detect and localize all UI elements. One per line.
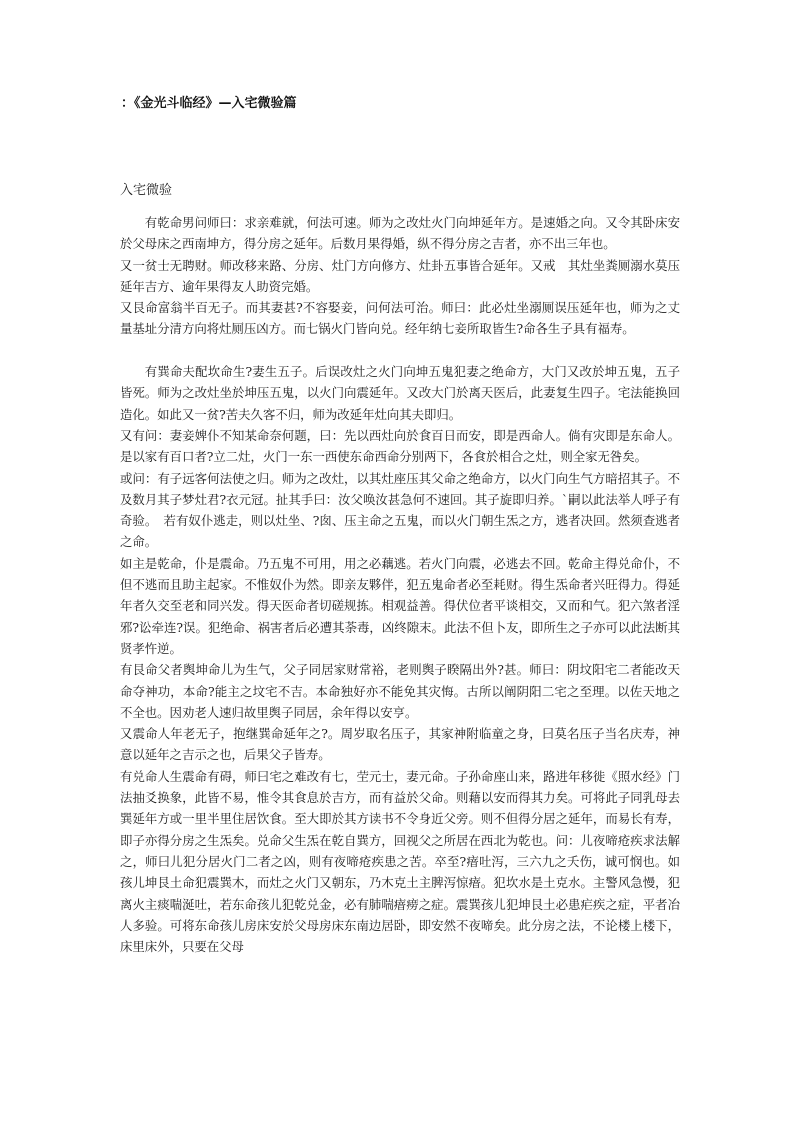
paragraph: 又有问：妻妾婢仆不知某命奈何题，曰：先以西灶向於食百日而安，即是西命人。倘有灾即是东命人。是以家有百口者?立二灶，火门一东一西使东命西命分别两下，各食於相合之灶，则全家无咎矣。 <box>120 427 680 465</box>
paragraph-spacer <box>120 340 680 361</box>
paragraph: 又艮命富翁半百无子。而其妻甚?不容娶妾，问何法可治。师曰：此必灶坐溺厕误压延年也，师为之丈量基址分清方向将灶厕压凶方。而七锅火门皆向兑。经年纳七妾所取皆生?命各生子具有福寿。 <box>120 300 680 337</box>
paragraph: 有兑命人生震命有碍，师曰宅之难改有七，茔元士，妻元命。子孙命座山来，路进年移徙《照水经》门法抽爻换象，此皆不易，惟令其食息於吉方，而有益於父命。则藉以安而得其力矣。可将此子同乳母去巽延年方或一里半里住居饮食。至大即於其方读书不令身近父旁。则不但得分居之延年，而易长有寿，即子亦得分房之生炁矣。兑命父生炁在乾自巽方，回视父之所居在西北为乾也。问：儿夜啼疮疾求法解之，师曰儿犯分居火门二者之凶，则有夜啼疮疾患之苦。卒至?瘖吐泻，三六九之夭伤，诚可悯也。如孩儿坤艮土命犯震巽木，而灶之火门又朝东，乃木克土主脾泻惊瘖。犯坎水是土克水。主警风急慢，犯离火主痰喘涎吐，若东命孩儿犯乾兑金，必有肺喘瘖痨之症。震巽孩儿犯坤艮土必患疟疾之症，平者冶人多验。可将东命孩儿房床安於父母房床东南边居卧，即安然不夜啼矣。此分房之法，不论楼上楼下，床里床外，只要在父母 <box>120 768 680 955</box>
paragraph: 有艮命父者舆坤命儿为生气，父子同居家财常裕，老则舆子睽隔出外?甚。师曰：阴坟阳宅二者能改天命夺神功，本命?能主之坟宅不吉。本命独好亦不能免其灾悔。古所以阐阴阳二宅之至理。以佐天地之不全也。因劝老人速归故里舆子同居，余年得以安亨。 <box>120 662 680 720</box>
paragraph: 有乾命男问师曰：求亲难就，何法可速。师为之改灶火门向坤延年方。是速婚之向。又令其卧床安於父母床之西南坤方，得分房之延年。后数月果得婚，纵不得分房之吉者，亦不出三年也。 <box>120 215 680 252</box>
paragraph: 又震命人年老无子，抱继巽命延年之?。周岁取名压子，其家神附临童之身，曰莫名压子当名庆寿，神意以延年之吉示之也，后果父子皆寿。 <box>120 726 680 763</box>
paragraph: 如主是乾命，仆是震命。乃五鬼不可用，用之必藕逃。若火门向震，必逃去不回。乾命主得兑命仆，不但不逃而且助主起家。不惟奴仆为然。即亲友夥伴，犯五鬼命者必至耗财。得生炁命者兴旺得力。得延年者久交至老和同兴发。得天医命者切磋规拣。相观益善。得伏位者平谈相交，又而和气。犯六煞者淫邪?讼牵连?误。犯绝命、祸害者后必遭其荼毒，凶终隙末。此法不但卜友，即所生之子亦可以此法断其贤孝忤逆。 <box>120 555 680 656</box>
document-title: ：《金光斗临经》—入宅微验篇 <box>121 96 297 111</box>
paragraph: 或问：有子远客何法使之归。师为之改灶，以其灶座压其父命之绝命方，以火门向生气方暗招其子。不及数月其子梦灶君?衣元冠。扯其手曰：汝父唤汝甚急何不速回。其子旋即归养。`嗣以此法举人呼子有奇验。 若有奴仆逃走，则以灶坐、?囱、压主命之五鬼，而以火门朝生炁之方，逃者决回。然须查逃者之命。 <box>120 470 680 550</box>
paragraph: 又一贫士无聘财。师改移来路、分房、灶门方向修方、灶卦五事皆合延年。又戒 其灶坐粪厕溺水莫压延年吉方、逾年果得友人助资完婚。 <box>120 257 680 294</box>
paragraph: 有巽命夫配坎命生?妻生五子。后误改灶之火门向坤五鬼犯妻之绝命方，大门又改於坤五鬼，五子皆死。师为之改灶坐於坤压五鬼，以火门向震延年。又改大门於离天医后，此妻复生四子。宅法能换回造化。如此又一贫?苦夫久客不归，师为改延年灶向其夫即归。 <box>120 364 680 422</box>
section-heading: 入宅微验 <box>120 183 173 198</box>
document-body <box>120 212 680 957</box>
